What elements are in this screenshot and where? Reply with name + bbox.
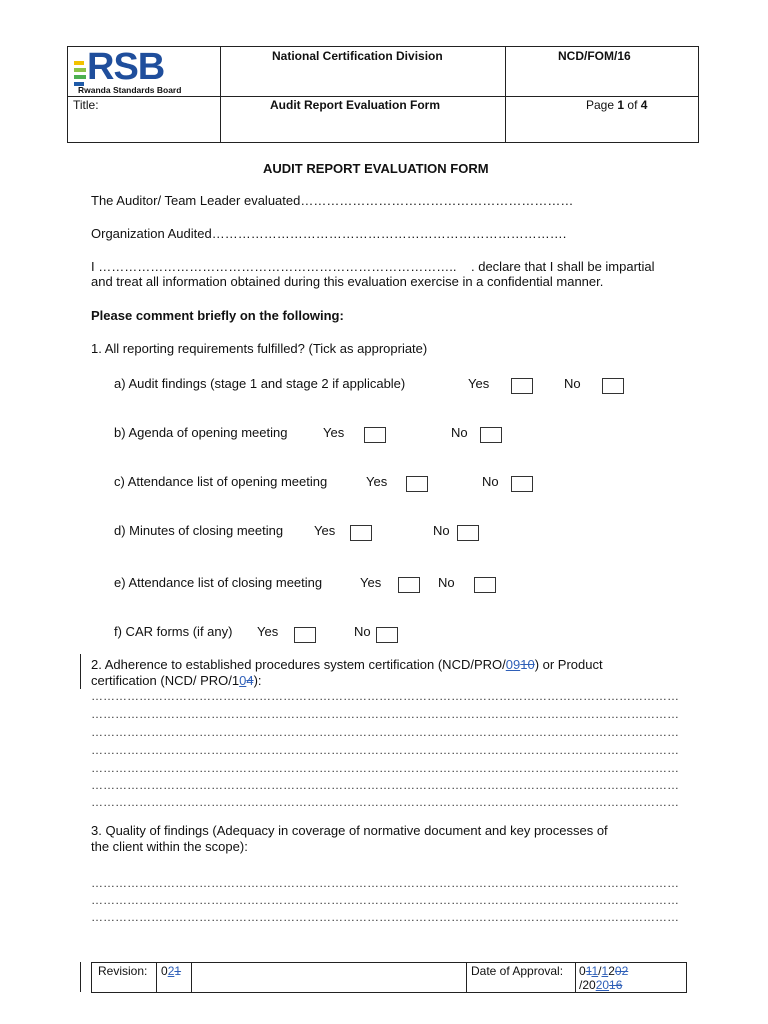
item-b-yes-checkbox[interactable] <box>364 427 386 443</box>
page-number: 1 <box>617 98 625 112</box>
q2-answer-line-2[interactable]: ………………………………………………………………………………………………………………………………… <box>91 707 679 721</box>
revision-digit: 0 <box>161 964 168 978</box>
revision-value <box>161 964 181 978</box>
date-insertion-2: 20 <box>595 978 610 992</box>
question-2-cont <box>91 673 262 688</box>
page-total: 4 <box>640 98 648 112</box>
logo-subtitle: Rwanda Standards Board <box>78 85 182 95</box>
item-b-label: b) Agenda of opening meeting <box>114 425 288 440</box>
q2-text-b: ) or Product <box>534 657 603 672</box>
date-part-c: 2 <box>608 964 615 978</box>
q2-text-c: certification (NCD/ PRO/1 <box>91 673 240 688</box>
organization-field[interactable]: Organization Audited………………………………………………………………………. <box>91 226 567 241</box>
q2-answer-line-5[interactable]: ………………………………………………………………………………………………………………………………… <box>91 761 679 775</box>
question-3: 3. Quality of findings (Adequacy in coverage of normative document and key processes of <box>91 823 608 838</box>
date-insertion-1: 1 <box>601 964 609 978</box>
item-d-no-label: No <box>433 523 450 538</box>
date-separator-1: / <box>598 964 602 978</box>
item-f-yes-checkbox[interactable] <box>294 627 316 643</box>
q2-text-a: 2. Adherence to established procedures system certification (NCD/PRO/ <box>91 657 506 672</box>
item-e-label: e) Attendance list of closing meeting <box>114 575 323 590</box>
page-indicator <box>586 98 647 112</box>
q2-answer-line-3[interactable]: ………………………………………………………………………………………………………………………………… <box>91 725 679 739</box>
question-3-cont: the client within the scope): <box>91 839 248 854</box>
q2-deletion-1: 10 <box>520 657 535 672</box>
item-a-yes-label: Yes <box>468 376 490 391</box>
page-of: of <box>627 98 638 112</box>
q2-insertion-1: 09 <box>505 657 521 672</box>
item-c-yes-label: Yes <box>366 474 388 489</box>
q2-deletion-2: 4 <box>246 673 254 688</box>
title-label: Title: <box>73 98 99 112</box>
item-f-yes-label: Yes <box>257 624 279 639</box>
q3-answer-line-3[interactable]: ………………………………………………………………………………………………………………………………… <box>91 910 679 924</box>
item-d-yes-checkbox[interactable] <box>350 525 372 541</box>
q3-answer-line-1[interactable]: ………………………………………………………………………………………………………………………………… <box>91 876 679 890</box>
declaration-text-b: and treat all information obtained during this evaluation exercise in a confidential manner. <box>91 274 604 289</box>
item-e-yes-label: Yes <box>360 575 382 590</box>
q2-text-d: ): <box>253 673 262 688</box>
item-b-yes-label: Yes <box>323 425 345 440</box>
page-prefix: Page <box>586 98 615 112</box>
footer-change-bar <box>80 962 81 992</box>
approval-date <box>579 964 628 992</box>
q2-insertion-2: 0 <box>239 673 247 688</box>
item-a-no-checkbox[interactable] <box>602 378 624 394</box>
question-1: 1. All reporting requirements fulfilled? (Tick as appropriate) <box>91 341 428 356</box>
item-a-yes-checkbox[interactable] <box>511 378 533 394</box>
revision-label: Revision: <box>98 964 148 978</box>
date-deletion-1: 1 <box>585 964 592 978</box>
item-f-label: f) CAR forms (if any) <box>114 624 233 639</box>
q2-answer-line-6[interactable]: ………………………………………………………………………………………………………………………………… <box>91 778 679 792</box>
date-part-b: 1 <box>591 964 599 978</box>
date-part-a: 0 <box>579 964 586 978</box>
change-bar <box>80 654 81 689</box>
auditor-field[interactable]: The Auditor/ Team Leader evaluated……………………………………………………… <box>91 193 574 208</box>
date-deletion-3: 16 <box>609 978 623 992</box>
approval-label: Date of Approval: <box>471 964 564 978</box>
item-b-no-label: No <box>451 425 468 440</box>
q2-answer-line-4[interactable]: ………………………………………………………………………………………………………………………………… <box>91 743 679 757</box>
document-code: NCD/FOM/16 <box>558 49 631 63</box>
logo-text: RSB <box>87 46 165 88</box>
item-f-no-label: No <box>354 624 371 639</box>
date-deletion-2: 02 <box>614 964 629 978</box>
item-e-yes-checkbox[interactable] <box>398 577 420 593</box>
header-table <box>67 46 699 143</box>
item-d-label: d) Minutes of closing meeting <box>114 523 284 538</box>
item-b-no-checkbox[interactable] <box>480 427 502 443</box>
item-a-no-label: No <box>564 376 581 391</box>
item-d-yes-label: Yes <box>314 523 336 538</box>
item-c-label: c) Attendance list of opening meeting <box>114 474 328 489</box>
item-c-no-checkbox[interactable] <box>511 476 533 492</box>
q2-answer-line-7[interactable]: ………………………………………………………………………………………………………………………………… <box>91 795 679 809</box>
form-title: Audit Report Evaluation Form <box>270 98 441 112</box>
question-2 <box>91 657 603 672</box>
item-c-no-label: No <box>482 474 499 489</box>
revision-deletion: 1 <box>174 964 182 978</box>
q2-answer-line-1[interactable]: ………………………………………………………………………………………………………………………………… <box>91 689 679 703</box>
document-heading: AUDIT REPORT EVALUATION FORM <box>263 161 489 176</box>
item-e-no-checkbox[interactable] <box>474 577 496 593</box>
item-a-label: a) Audit findings (stage 1 and stage 2 if applicable) <box>114 376 406 391</box>
item-c-yes-checkbox[interactable] <box>406 476 428 492</box>
comment-heading: Please comment briefly on the following: <box>91 308 344 323</box>
item-d-no-checkbox[interactable] <box>457 525 479 541</box>
item-e-no-label: No <box>438 575 455 590</box>
rsb-logo <box>72 46 217 95</box>
q3-answer-line-2[interactable]: ………………………………………………………………………………………………………………………………… <box>91 893 679 907</box>
revision-insertion: 2 <box>167 964 175 978</box>
division-name: National Certification Division <box>272 49 443 63</box>
declaration-text-a: . declare that I shall be impartial <box>471 259 655 274</box>
date-separator-2: /20 <box>579 978 596 992</box>
item-f-no-checkbox[interactable] <box>376 627 398 643</box>
declaration-name-field[interactable]: I ……………………………………………………………………….. <box>91 259 457 274</box>
footer-table <box>91 962 687 993</box>
